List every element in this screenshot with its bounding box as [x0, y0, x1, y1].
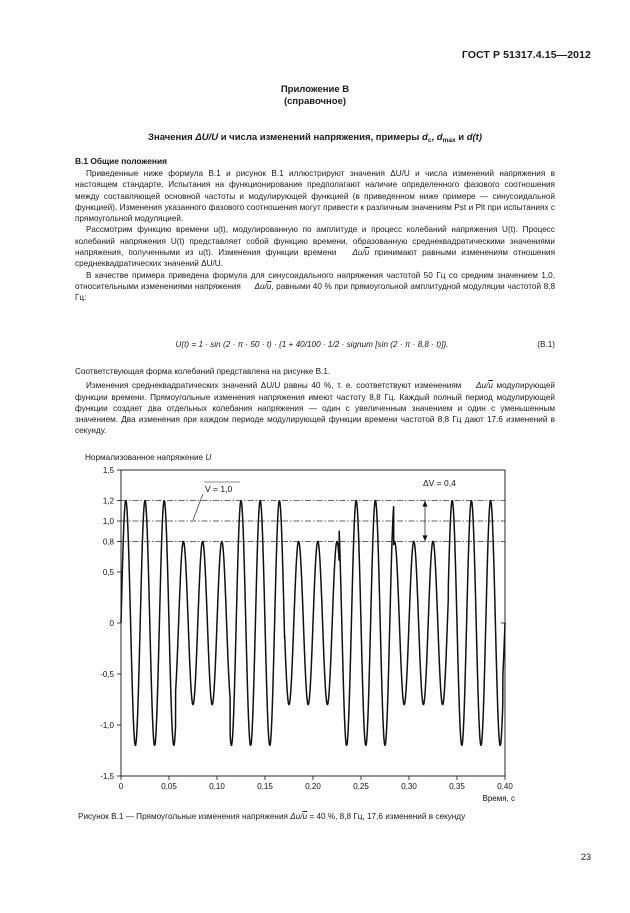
x-tick-label: 0,30: [401, 782, 417, 791]
chart-title: Нормализованное напряжение U: [85, 453, 212, 462]
mean-leader: [193, 494, 203, 520]
appendix-subtitle: (справочное): [283, 96, 347, 107]
page-number: 23: [580, 852, 591, 862]
y-tick-label: -1,5: [100, 772, 114, 781]
y-tick-label: 1,5: [102, 466, 114, 475]
paragraph-1: Приведенные ниже формула В.1 и рисунок В.1 иллюстрируют значения ΔU/U и числа изменений напряжения в настоящем стандарте. Испытания на функционирование предполагают наличие определенного фазового соотношения между составляющей основной частоты и модулирующей функцией (в приведенном ниже примере — синусоидальной функцией). Изменения указанного фазового соотношения могут привести к различным значениям Pst и Plt при испытаниях с прямоугольной модуляцией.: [75, 169, 555, 224]
x-tick-label: 0,35: [449, 782, 465, 791]
appendix-title: Приложение В: [280, 84, 350, 95]
figure-caption: Рисунок В.1 — Прямоугольные изменения напряжения $\Delta u/\overline{u} = 40$ %, 8,8 Гц, 17,6 изменений в секунду: [78, 812, 466, 821]
fraction-du-u: $\Delta u/\overline{u}$: [254, 281, 272, 291]
fraction-du-u: $\Delta u/\overline{u}$: [290, 812, 308, 821]
fraction-du-u: $\Delta u/\overline{u}$: [476, 381, 493, 391]
delta-arrow-up: [423, 501, 428, 507]
y-tick-label: -1,0: [100, 721, 114, 730]
subsection-heading: В.1 Общие положения: [75, 156, 168, 166]
paragraph-2: Рассмотрим функцию времени u(t), модулированную по амплитуде и процесс колебаний напряжения U(t). Процесс колебаний напряжения U(t) представляет собой функцию времени, образованную среднеквадратическими значениями напряжения, полученными из u(t). Изменения функции времени $\Delta u/\overline{u}$ принимают равными изменениям отношения среднеквадратических значений ΔU/U.: [75, 225, 555, 269]
x-tick-label: 0,40: [497, 782, 513, 791]
delta-arrow-down: [423, 535, 428, 541]
x-tick-label: 0,20: [305, 782, 321, 791]
fraction-du-u: $\Delta u/\overline{u}$: [352, 248, 370, 258]
paragraph-4: Соответствующая форма колебаний представлена на рисунке В.1.: [75, 367, 331, 376]
x-axis-label: Время, с: [482, 794, 515, 803]
voltage-series: [121, 501, 505, 746]
x-tick-label: 0,05: [161, 782, 177, 791]
x-tick-label: 0: [118, 782, 124, 791]
paragraph-5: Изменения среднеквадратических значений ΔU/U равны 40 %, т. е. соответствуют изменениям $\Delta u/\overline{u}$ модулирующей функции времени. Прямоугольные изменения напряжения имеют частоту 8,8 Гц. Каждый полный период модулирующей функции создает два отдельных колебания напряжения — один с увеличенным значением и один с уменьшенным значением. Два изменения при каждом периоде модулирующей функции времени частотой 8,8 Гц дают 17.6 изменений в секунду.: [75, 381, 555, 436]
x-tick-label: 0,10: [209, 782, 225, 791]
y-tick-label: 0: [109, 619, 114, 628]
paragraph-3: В качестве примера приведена формула для синусоидального напряжения частотой 50 Гц со средним значением 1,0, относительными изменениями напряжения $\Delta u/\overline{u}$, равными 40 % при прямоугольной амплитудной модуляции частотой 8,8 Гц:: [75, 270, 555, 303]
section-title: Значения ΔU/U и числа изменений напряжения, примеры $d_c$, $d_{max}$ и d(t): [148, 132, 482, 144]
x-tick-label: 0,15: [257, 782, 273, 791]
standard-number: ГОСТ Р 51317.4.15—2012: [461, 49, 591, 61]
y-tick-label: -0,5: [100, 670, 114, 679]
y-tick-label: 1,2: [102, 496, 114, 506]
y-tick-label: 1,0: [102, 517, 114, 526]
delta-label: ΔV = 0,4: [423, 478, 456, 488]
y-tick-label: 0,5: [102, 568, 114, 577]
y-tick-label: 0,8: [102, 537, 114, 547]
x-tick-label: 0,25: [353, 782, 369, 791]
formula-text: U(t) = 1 · sin (2 · π · 50 · t) · {1 + 40/100 · 1/2 · signum [sin (2 · π · 8,8 · t)]}.: [175, 340, 449, 349]
mean-label: V = 1,0: [205, 484, 233, 494]
formula-number: (В.1): [537, 340, 555, 349]
